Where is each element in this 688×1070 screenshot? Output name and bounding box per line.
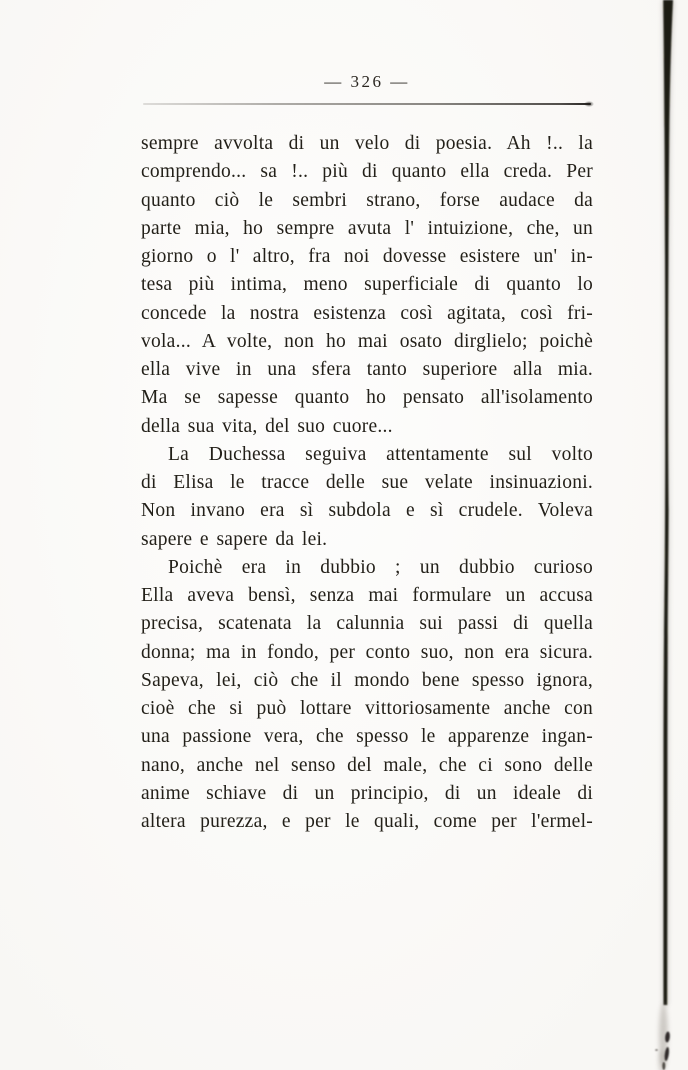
page-header bbox=[141, 72, 593, 92]
text-line: comprendo... sa !.. più di quanto ella creda. Per bbox=[141, 161, 593, 183]
text-line: una passione vera, che spesso le apparenze ingan- bbox=[141, 726, 593, 748]
text-line: Ella aveva bensì, senza mai formulare un accusa bbox=[141, 585, 593, 606]
text-line: precisa, scatenata la calunnia sui passi di quella bbox=[141, 613, 593, 635]
page-number: — 326 — bbox=[324, 72, 410, 91]
text-line: La Duchessa seguiva attentamente sul volto bbox=[168, 443, 593, 465]
header-rule bbox=[143, 103, 591, 105]
text-line: Poichè era in dubbio ; un dubbio curioso bbox=[168, 556, 593, 578]
text-line: concede la nostra esistenza così agitata, così fri- bbox=[141, 302, 593, 324]
text-line: ella vive in una sfera tanto superiore alla mia. bbox=[141, 359, 593, 380]
text-line: vola... A volte, non ho mai osato dirglielo; poichè bbox=[141, 330, 593, 352]
edge-bottom-smear-2 bbox=[659, 1050, 666, 1070]
text-line: parte mia, ho sempre avuta l' intuizione, che, un bbox=[141, 217, 593, 239]
text-line: Ma se sapesse quanto ho pensato all'isolamento bbox=[141, 387, 593, 409]
text-line: quanto ciò le sembri strano, forse audace da bbox=[141, 189, 593, 211]
edge-ink-blob-1 bbox=[665, 1031, 671, 1042]
text-line: tesa più intima, meno superficiale di quanto lo bbox=[141, 274, 593, 296]
edge-ink-tail bbox=[662, 1062, 665, 1070]
text-line: di Elisa le tracce delle sue velate insinuazioni. bbox=[141, 472, 593, 493]
edge-line bbox=[663, 0, 673, 1005]
text-line: sempre avvolta di un velo di poesia. Ah !.. la bbox=[141, 133, 593, 154]
text-line: Sapeva, lei, ciò che il mondo bene spesso ignora, bbox=[141, 669, 593, 691]
text-line: della sua vita, del suo cuore... bbox=[141, 415, 393, 437]
edge-bottom-smear bbox=[659, 1003, 668, 1067]
rule-end-blob bbox=[584, 101, 594, 107]
body-text bbox=[141, 130, 593, 836]
text-line: sapere e sapere da lei. bbox=[141, 528, 328, 550]
text-line: donna; ma in fondo, per conto suo, non era sicura. bbox=[141, 641, 593, 663]
text-line: altera purezza, e per le quali, come per l'ermel- bbox=[141, 811, 593, 832]
text-line: Non invano era sì subdola e sì crudele. Voleva bbox=[141, 500, 593, 522]
text-line: giorno o l' altro, fra noi dovesse esistere un' in- bbox=[141, 246, 593, 267]
text-line: nano, anche nel senso del male, che ci sono delle bbox=[141, 754, 593, 776]
edge-ink-blob-2 bbox=[664, 1047, 670, 1061]
edge-halo bbox=[663, 0, 673, 1005]
text-line: cioè che si può lottare vittoriosamente anche con bbox=[141, 698, 593, 719]
text-line: anime schiave di un principio, di un ideale di bbox=[141, 782, 593, 804]
edge-speckle-1 bbox=[655, 1049, 658, 1052]
